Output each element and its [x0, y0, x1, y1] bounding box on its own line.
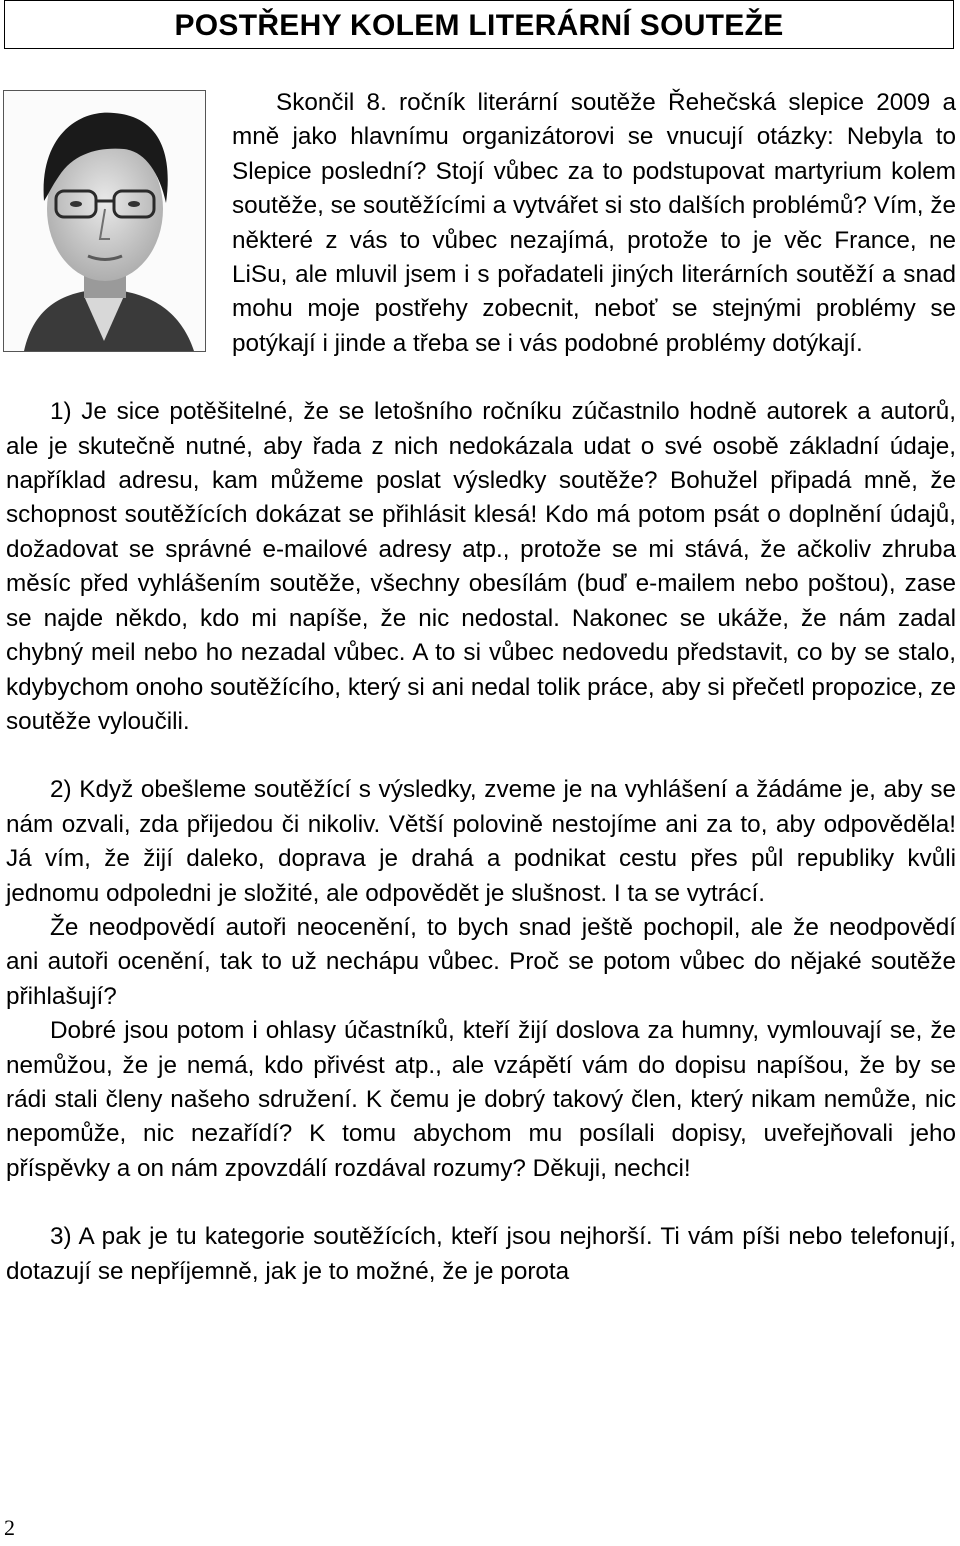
photo-spacer	[6, 86, 232, 356]
intro-paragraph: Skončil 8. ročník literární soutěže Řehečská slepice 2009 a mně jako hlavnímu organizátorovi se vnucují otázky: Nebyla to Slepice poslední? Stojí vůbec za to podstupovat martyrium kolem soutěže, se soutěžícími a vytvářet si sto dalších problémů? Vím, že některé z vás to vůbec nezajímá, protože to je věc France, ne LiSu, ale mluvil jsem i s pořadateli jiných literárních soutěží a snad mohu moje postřehy zobecnit, neboť se stejnými problémy se potýkají i jinde a třeba se i vás podobné problémy dotýkají.	[232, 89, 956, 357]
point-1-paragraph: 1) Je sice potěšitelné, že se letošního ročníku zúčastnilo hodně autorek a autorů, ale je skutečně nutné, aby řada z nich nedokázala udat o své osobě základní údaje, například adresu, kam můžeme poslat výsledky soutěže? Bohužel připadá mně, že schopnost soutěžících dokázat se přihlásit klesá! Kdo má potom psát o doplnění údajů, dožadovat se správné e-mailové adresy atp., protože se mi stává, že ačkoliv zhruba měsíc před vyhlášením soutěže, všechny obesílám (buď e-mailem nebo poštou), zase se najde někdo, kdo mi napíše, že nic nedostal. Nakonec se ukáže, že nám zadal chybný meil nebo ho nezadal vůbec. A to si vůbec nedovedu představit, co by se stalo, kdybychom onoho soutěžícího, který si ani nedal tolik práce, aby si přečetl propozice, ze soutěže vyloučili.	[6, 398, 956, 735]
article-body	[6, 86, 956, 1289]
point-2-followup-paragraph: Že neodpovědí autoři neocenění, to bych snad ještě pochopil, ale že neodpovědí ani autoři ocenění, tak to už nechápu vůbec. Proč se potom vůbec do nějaké soutěže přihlašují?	[6, 913, 956, 1010]
point-2-responses-paragraph: Dobré jsou potom i ohlasy účastníků, kteří žijí doslova za humny, vymlouvají se, že nemůžou, že je nemá, kdo přivést atp., ale vzápětí vám do dopisu napíšou, že by se rádi stali členy našeho sdružení. K čemu je dobrý takový člen, který nikam nemůže, nic nepomůže, nic nezařídí? K tomu abychom mu posílali dopisy, uveřejňovali jeho příspěvky a on nám zpovzdálí rozdával rozumy? Děkuji, nechci!	[6, 1017, 956, 1182]
point-3-paragraph: 3) A pak je tu kategorie soutěžících, kteří jsou nejhorší. Ti vám píši nebo telefonují, dotazují se nepříjemně, jak je to možné, že je porota	[6, 1223, 956, 1285]
page-number: 2	[4, 1515, 15, 1540]
point-2-paragraph: 2) Když obešleme soutěžící s výsledky, zveme je na vyhlášení a žádáme je, aby se nám ozvali, zda přijedou či nikoliv. Větší polovině nestojíme ani za to, aby odpověděla! Já vím, že žijí daleko, doprava je drahá a podnikat cestu přes půl republiky kvůli jednomu odpoledni je složité, ale odpovědět je slušnost. I ta se vytrácí.	[6, 776, 956, 907]
page-title: POSTŘEHY KOLEM LITERÁRNÍ SOUTEŽE	[4, 0, 954, 49]
